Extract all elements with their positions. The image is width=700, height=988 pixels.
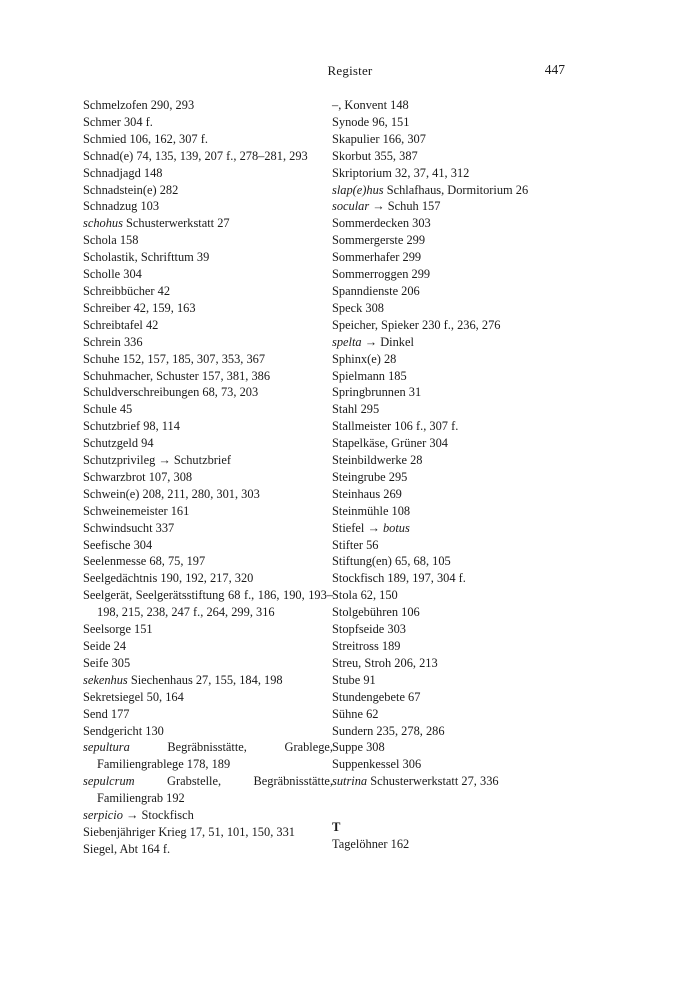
index-entry xyxy=(332,384,582,401)
index-entry-text: Siebenjähriger Krieg 17, 51, 101, 150, 331 xyxy=(83,824,295,839)
index-entry xyxy=(83,300,333,317)
index-entry-text: Seelenmesse 68, 75, 197 xyxy=(83,554,206,569)
index-entry xyxy=(83,165,333,182)
index-entry xyxy=(332,638,582,655)
index-entry xyxy=(332,131,582,148)
index-entry-text: Stahl 295 xyxy=(332,402,380,417)
index-entry-text: Steinmühle 108 xyxy=(332,503,411,518)
index-entry xyxy=(83,621,333,638)
index-entry-text: Schnadzug 103 xyxy=(83,199,160,214)
index-entry-text: Schweinemeister 161 xyxy=(83,503,190,518)
index-entry-text: Seelgerät, Seelgerätsstiftung 68 f., 186, 190, 193–198, 215, 238, 247 f., 264, 299, 316 xyxy=(83,588,333,620)
index-entry-text: Grabstelle, Begräbnisstätte, Familiengrab 192 xyxy=(97,774,333,806)
index-entry xyxy=(83,503,333,520)
index-entry-text: Schutzprivileg → Schutzbrief xyxy=(83,453,231,468)
index-entry xyxy=(332,215,582,232)
index-entry-text: Schola 158 xyxy=(83,233,139,248)
index-entry xyxy=(332,300,582,317)
index-entry xyxy=(83,317,333,334)
index-entry-text: Schnad(e) 74, 135, 139, 207 f., 278–281, 293 xyxy=(83,148,308,163)
index-entry xyxy=(332,452,582,469)
index-entry xyxy=(83,351,333,368)
index-entry-latin-term: serpicio xyxy=(83,808,123,823)
index-entry-text: Stola 62, 150 xyxy=(332,588,398,603)
index-entry xyxy=(83,773,333,807)
index-entry xyxy=(332,672,582,689)
index-entry-text: Stallmeister 106 f., 307 f. xyxy=(332,419,459,434)
index-entry-text: → Dinkel xyxy=(361,334,414,349)
index-entry-text: Schreiber 42, 159, 163 xyxy=(83,300,196,315)
index-entry xyxy=(83,334,333,351)
index-entry-text: Sphinx(e) 28 xyxy=(332,351,397,366)
index-entry-text: Sommerroggen 299 xyxy=(332,267,431,282)
index-entry-text: Begräbnisstätte, Grablege, Familiengrablege 178, 189 xyxy=(97,740,333,772)
index-entry xyxy=(83,114,333,131)
index-entry xyxy=(332,655,582,672)
index-entry xyxy=(332,351,582,368)
index-entry-text: Stube 91 xyxy=(332,672,376,687)
index-entry-text: Sommerhafer 299 xyxy=(332,250,422,265)
index-entry-latin-term: slap(e)hus xyxy=(332,182,384,197)
index-entry xyxy=(83,520,333,537)
index-entry-text: Seelgedächtnis 190, 192, 217, 320 xyxy=(83,571,254,586)
index-entry xyxy=(332,165,582,182)
index-entry xyxy=(83,570,333,587)
index-entry-text: Sundern 235, 278, 286 xyxy=(332,723,445,738)
index-entry-text: Schuhmacher, Schuster 157, 381, 386 xyxy=(83,368,271,383)
index-entry-text: Suppe 308 xyxy=(332,740,385,755)
index-entry xyxy=(83,131,333,148)
index-entry xyxy=(332,198,582,215)
index-entry-text: Stifter 56 xyxy=(332,537,379,552)
index-entry xyxy=(83,587,333,621)
index-entry xyxy=(83,807,333,824)
index-entry xyxy=(83,706,333,723)
index-entry-text: Steinhaus 269 xyxy=(332,486,402,501)
index-entry xyxy=(332,773,582,790)
index-entry xyxy=(332,283,582,300)
index-entry-text: Stockfisch 189, 197, 304 f. xyxy=(332,571,466,586)
index-entry xyxy=(332,114,582,131)
index-entry-text: Schuhe 152, 157, 185, 307, 353, 367 xyxy=(83,351,266,366)
index-entry xyxy=(83,283,333,300)
index-entry xyxy=(332,182,582,199)
index-entry xyxy=(332,621,582,638)
index-entry-text: Skorbut 355, 387 xyxy=(332,148,418,163)
index-entries-s-continued xyxy=(332,97,582,790)
index-entry-text: Sommergerste 299 xyxy=(332,233,426,248)
index-entry xyxy=(83,232,333,249)
index-entry-text: Springbrunnen 31 xyxy=(332,385,422,400)
index-entry xyxy=(83,689,333,706)
index-entry-text: Tagelöhner 162 xyxy=(332,837,410,852)
index-entry-text: Send 177 xyxy=(83,706,130,721)
index-entry xyxy=(83,198,333,215)
section-letter-heading: T xyxy=(332,820,341,835)
index-entry xyxy=(83,97,333,114)
index-entry xyxy=(83,672,333,689)
index-entry-text: → Schuh 157 xyxy=(369,199,441,214)
index-entry-text: Streu, Stroh 206, 213 xyxy=(332,655,438,670)
index-entry-text: Schwein(e) 208, 211, 280, 301, 303 xyxy=(83,486,260,501)
index-entry-text: Stopfseide 303 xyxy=(332,622,406,637)
index-entry-latin-term: sekenhus xyxy=(83,672,128,687)
index-entry-text: Schusterwerkstatt 27, 336 xyxy=(367,774,499,789)
index-entry xyxy=(83,723,333,740)
index-entry xyxy=(332,604,582,621)
index-entry-text: Schreibtafel 42 xyxy=(83,317,159,332)
index-entry xyxy=(83,553,333,570)
index-entry-text: Seelsorge 151 xyxy=(83,622,153,637)
index-column-left xyxy=(83,97,333,858)
index-entry-text: Siegel, Abt 164 f. xyxy=(83,841,171,856)
index-entry xyxy=(332,232,582,249)
index-entry xyxy=(332,756,582,773)
index-entry-text: Schwarzbrot 107, 308 xyxy=(83,469,193,484)
index-entry-text: Suppenkessel 306 xyxy=(332,757,422,772)
index-entry-text: Schrein 336 xyxy=(83,334,143,349)
index-entry-text: Schmelzofen 290, 293 xyxy=(83,98,195,112)
index-entry xyxy=(332,486,582,503)
index-entry xyxy=(83,841,333,858)
index-entry-text: → Stockfisch xyxy=(122,808,194,823)
index-entry-text: Seife 305 xyxy=(83,655,131,670)
index-entry-text: Siechenhaus 27, 155, 184, 198 xyxy=(127,672,283,687)
index-entry xyxy=(83,368,333,385)
index-entry-text: Stiefel → xyxy=(332,520,383,535)
index-entry-latin-term: sutrina xyxy=(332,774,368,789)
index-entry xyxy=(83,739,333,773)
index-entry xyxy=(83,266,333,283)
index-entry xyxy=(83,537,333,554)
section-gap xyxy=(332,790,582,819)
index-entry-text: Stapelkäse, Grüner 304 xyxy=(332,436,448,451)
index-entry xyxy=(332,317,582,334)
index-entry-text: Sühne 62 xyxy=(332,706,379,721)
index-entry xyxy=(83,401,333,418)
index-entry xyxy=(332,148,582,165)
index-column-right xyxy=(332,97,582,853)
index-entry-latin-term: spelta xyxy=(332,334,362,349)
index-entry-latin-term: socular xyxy=(332,199,370,214)
index-entry xyxy=(332,368,582,385)
index-entry xyxy=(83,418,333,435)
index-entry xyxy=(332,520,582,537)
index-entry xyxy=(83,384,333,401)
index-entry xyxy=(332,537,582,554)
index-entry-text: Sendgericht 130 xyxy=(83,723,164,738)
index-entry xyxy=(332,249,582,266)
index-entry xyxy=(332,334,582,351)
index-entry xyxy=(332,723,582,740)
index-entry-text: Steinbildwerke 28 xyxy=(332,453,423,468)
index-entry xyxy=(332,503,582,520)
index-entry-text: Schule 45 xyxy=(83,402,133,417)
index-entry xyxy=(332,469,582,486)
index-entry-latin-term: sepulcrum xyxy=(83,774,135,789)
index-entry-latin-term: schohus xyxy=(83,216,123,231)
index-entry-text: Schnadstein(e) 282 xyxy=(83,182,179,197)
index-entries-t xyxy=(332,836,582,853)
index-entry-text: Sommerdecken 303 xyxy=(332,216,431,231)
index-entry-text: Spielmann 185 xyxy=(332,368,407,383)
index-entry-text: Skriptorium 32, 37, 41, 312 xyxy=(332,165,470,180)
index-entry xyxy=(332,836,582,853)
index-entry-text: Schlafhaus, Dormitorium 26 xyxy=(383,182,529,197)
index-entry xyxy=(83,435,333,452)
index-entry-text: Skapulier 166, 307 xyxy=(332,131,426,146)
index-entry xyxy=(83,486,333,503)
index-entry xyxy=(83,655,333,672)
index-entry xyxy=(83,469,333,486)
index-entry-text: Seide 24 xyxy=(83,639,127,653)
index-entry xyxy=(332,689,582,706)
index-entry xyxy=(83,148,333,165)
index-entry xyxy=(83,824,333,841)
page-number: 447 xyxy=(544,62,565,77)
index-entry xyxy=(332,587,582,604)
index-entry-text: Speicher, Spieker 230 f., 236, 276 xyxy=(332,317,501,332)
index-entry-text: Spanndienste 206 xyxy=(332,283,420,298)
index-entry xyxy=(332,97,582,114)
index-entry xyxy=(83,215,333,232)
index-entry xyxy=(332,435,582,452)
index-entry-text: Scholastik, Schrifttum 39 xyxy=(83,250,210,265)
index-entry xyxy=(332,739,582,756)
index-entry xyxy=(83,638,333,655)
index-entry-text: Sekretsiegel 50, 164 xyxy=(83,689,184,704)
index-entry-text: Schwindsucht 337 xyxy=(83,520,175,535)
index-entry-text: Schuldverschreibungen 68, 73, 203 xyxy=(83,385,259,400)
index-entry-text: –, Konvent 148 xyxy=(332,98,409,112)
index-entry-text: Schreibbücher 42 xyxy=(83,283,171,298)
index-entry-latin-term: sepultura xyxy=(83,740,130,755)
index-entry-text: Schutzbrief 98, 114 xyxy=(83,419,180,434)
index-entry-text: Schusterwerkstatt 27 xyxy=(122,216,230,231)
index-entry-text: Steingrube 295 xyxy=(332,469,408,484)
index-entry xyxy=(332,570,582,587)
index-entry xyxy=(83,182,333,199)
index-entry-text: Schmer 304 f. xyxy=(83,114,153,129)
index-entry-text: Synode 96, 151 xyxy=(332,114,410,129)
index-entry-cross-reference-term: botus xyxy=(382,520,410,535)
index-entry-text: Scholle 304 xyxy=(83,267,142,282)
index-entry-text: Schnadjagd 148 xyxy=(83,165,163,180)
index-entry xyxy=(332,706,582,723)
index-entry xyxy=(332,266,582,283)
index-entry-text: Streitross 189 xyxy=(332,639,401,653)
index-entry-text: Stolgebühren 106 xyxy=(332,605,420,620)
index-entry-text: Schutzgeld 94 xyxy=(83,436,154,451)
index-entry-text: Speck 308 xyxy=(332,300,384,315)
index-entry xyxy=(83,249,333,266)
index-entry xyxy=(332,418,582,435)
index-entry-text: Schmied 106, 162, 307 f. xyxy=(83,131,208,146)
index-entry xyxy=(83,452,333,469)
index-entry xyxy=(332,553,582,570)
index-entry xyxy=(332,401,582,418)
index-entry-text: Stiftung(en) 65, 68, 105 xyxy=(332,554,451,569)
index-entry-text: Seefische 304 xyxy=(83,537,153,552)
index-entry-text: Stundengebete 67 xyxy=(332,689,421,704)
running-header-title: Register xyxy=(327,63,373,78)
